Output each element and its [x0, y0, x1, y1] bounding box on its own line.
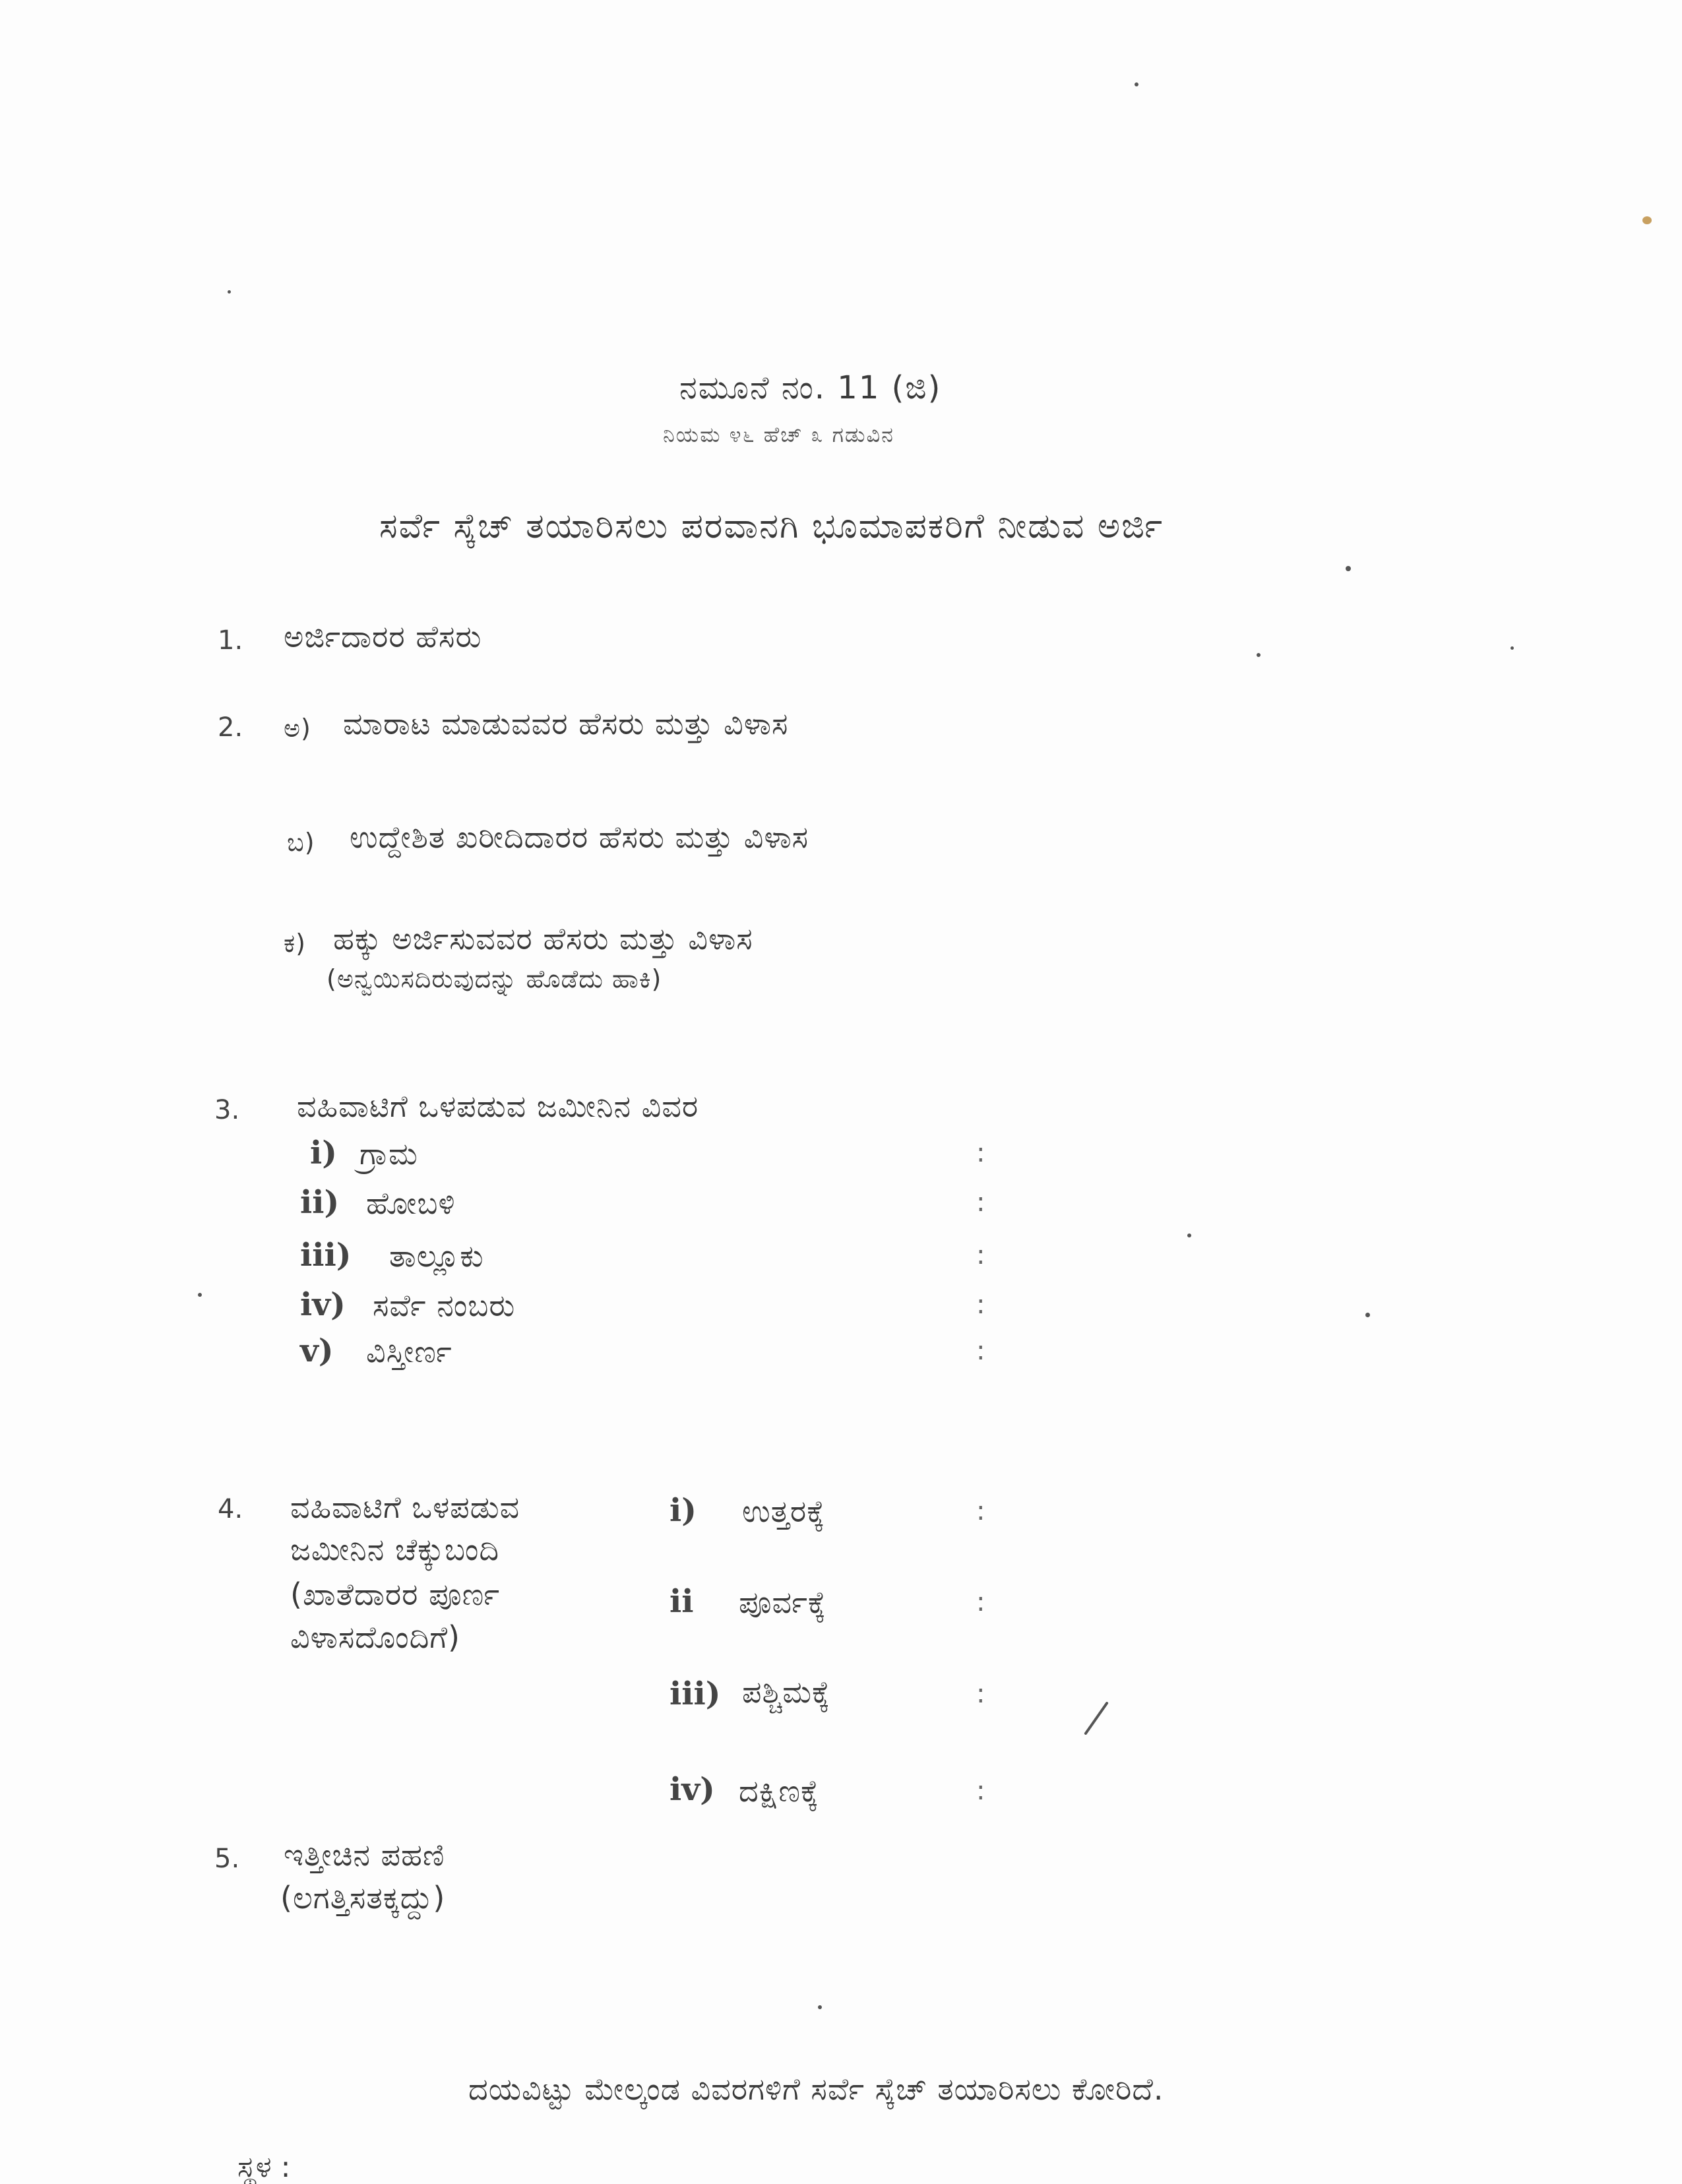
item3-taluk-colon: :	[976, 1240, 985, 1270]
pen-mark	[1084, 1701, 1109, 1735]
item4-label-line: ಜಮೀನಿನ ಚೆಕ್ಕುಬಂದಿ	[290, 1532, 500, 1567]
scan-speck	[1511, 646, 1514, 650]
item4-west-label: ಪಶ್ಚಿಮಕ್ಕೆ	[742, 1674, 830, 1710]
rule-reference: ನಿಯಮ ೪೬ ಹೆಚ್ ೩ ಗಡುವಿನ	[663, 422, 894, 447]
scan-speck	[198, 1293, 202, 1297]
item4-sub-marker: iv)	[670, 1771, 715, 1808]
scan-speck	[1135, 82, 1138, 86]
item4-north-colon: :	[976, 1496, 985, 1526]
item3-sub-marker: v)	[300, 1332, 334, 1369]
item4-number: 4.	[218, 1494, 243, 1524]
form-number: ನಮೂನೆ ನಂ. 11 (ಜಿ)	[679, 369, 942, 406]
scan-speck	[1257, 653, 1261, 657]
item2c-label: ಹಕ್ಕು ಅರ್ಜಿಸುವವರ ಹೆಸರು ಮತ್ತು ವಿಳಾಸ	[333, 921, 753, 956]
place-field-label: ಸ್ಥಳ :	[237, 2150, 291, 2184]
item4-label-line: ವಹಿವಾಟಿಗೆ ಒಳಪಡುವ	[290, 1489, 520, 1525]
item3-survey-number-label: ಸರ್ವೆ ನಂಬರು	[373, 1288, 516, 1323]
item3-sub-marker: ii)	[300, 1184, 340, 1221]
item2c-marker: ಕ)	[284, 929, 306, 958]
item3-extent-colon: :	[976, 1336, 985, 1366]
item3-number: 3.	[214, 1095, 240, 1125]
form-title: ಸರ್ವೆ ಸ್ಕೆಚ್ ತಯಾರಿಸಲು ಪರವಾನಗಿ ಭೂಮಾಪಕರಿಗೆ ನೀಡುವ ಅರ್ಜಿ	[379, 507, 1164, 546]
item3-hobli-colon: :	[976, 1187, 985, 1218]
item5-note: (ಲಗತ್ತಿಸತಕ್ಕದ್ದು)	[280, 1880, 446, 1916]
item3-sub-marker: i)	[310, 1135, 337, 1171]
scan-speck	[1642, 216, 1652, 224]
item2-number: 2.	[218, 712, 243, 743]
item4-south-label: ದಕ್ಷಿಣಕ್ಕೆ	[739, 1773, 819, 1809]
item2a-marker: ಅ)	[284, 714, 311, 743]
item1-label: ಅರ್ಜಿದಾರರ ಹೆಸರು	[284, 619, 482, 654]
scan-speck	[1346, 566, 1351, 571]
item4-north-label: ಉತ್ತರಕ್ಕೆ	[742, 1493, 826, 1529]
item4-sub-marker: iii)	[670, 1675, 721, 1712]
item4-sub-marker: ii	[670, 1583, 694, 1620]
item3-sub-marker: iv)	[300, 1286, 346, 1323]
scan-speck	[1365, 1313, 1370, 1317]
item3-hobli-label: ಹೋಬಳಿ	[366, 1185, 456, 1221]
item3-village-colon: :	[976, 1138, 985, 1168]
item2b-marker: ಬ)	[287, 828, 315, 857]
item2c-note: (ಅನ್ವಯಿಸದಿರುವುದನ್ನು ಹೊಡೆದು ಹಾಕಿ)	[327, 964, 662, 993]
item4-label-line: ವಿಳಾಸದೊಂದಿಗೆ)	[290, 1619, 460, 1655]
item4-south-colon: :	[976, 1776, 985, 1806]
item4-east-label: ಪೂರ್ವಕ್ಕೆ	[739, 1584, 826, 1620]
item2b-label: ಉದ್ದೇಶಿತ ಖರೀದಿದಾರರ ಹೆಸರು ಮತ್ತು ವಿಳಾಸ	[350, 819, 809, 855]
item3-taluk-label: ತಾಲ್ಲೂಕು	[389, 1238, 484, 1274]
item5-number: 5.	[214, 1844, 240, 1874]
scan-speck	[818, 2005, 822, 2009]
item2a-label: ಮಾರಾಟ ಮಾಡುವವರ ಹೆಸರು ಮತ್ತು ವಿಳಾಸ	[343, 706, 789, 741]
item4-sub-marker: i)	[670, 1492, 697, 1529]
item3-sub-marker: iii)	[300, 1237, 352, 1274]
item4-label-line: (ಖಾತೆದಾರರ ಪೂರ್ಣ	[290, 1576, 501, 1612]
item4-east-colon: :	[976, 1587, 985, 1617]
scan-speck	[228, 290, 231, 294]
item3-label: ವಹಿವಾಟಿಗೆ ಒಳಪಡುವ ಜಮೀನಿನ ವಿವರ	[297, 1088, 699, 1124]
item4-west-colon: :	[976, 1679, 985, 1709]
footer-request: ದಯವಿಟ್ಟು ಮೇಲ್ಕಂಡ ವಿವರಗಳಿಗೆ ಸರ್ವೆ ಸ್ಕೆಚ್ ತಯಾರಿಸಲು ಕೋರಿದೆ.	[468, 2071, 1164, 2107]
item1-number: 1.	[218, 625, 243, 656]
item5-label: ಇತ್ತೀಚಿನ ಪಹಣಿ	[284, 1837, 445, 1873]
item3-village-label: ಗ್ರಾಮ	[359, 1136, 418, 1171]
scan-speck	[1187, 1233, 1191, 1237]
item3-survey-number-colon: :	[976, 1290, 985, 1320]
item3-extent-label: ವಿಸ್ತೀರ್ಣ	[366, 1334, 452, 1369]
